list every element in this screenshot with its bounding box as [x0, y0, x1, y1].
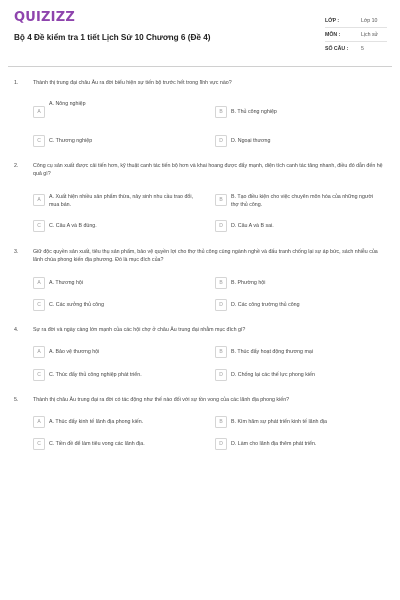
question-text: Thành thị trung đại châu Âu ra đời biểu hiện sự tiến bộ trước hết trong lĩnh vực nào? — [33, 80, 232, 86]
option-letter-box: A — [33, 194, 45, 206]
option-c[interactable] — [33, 135, 195, 148]
option-text: B. Tạo điều kiện cho việc chuyên môn hóa của những người thợ thủ công. — [231, 194, 374, 208]
option-text: D. Ngoại thương — [231, 137, 271, 144]
option-d[interactable] — [215, 135, 377, 148]
meta-key-count: SỐ CÂU : — [325, 45, 349, 52]
option-letter-box: A — [33, 106, 45, 118]
option-letter-box: A — [33, 416, 45, 428]
option-letter-box: A — [33, 346, 45, 358]
option-d[interactable] — [215, 299, 377, 312]
option-letter-box: C — [33, 220, 45, 232]
meta-row-count — [325, 42, 387, 55]
option-b[interactable] — [215, 194, 377, 207]
option-d[interactable] — [215, 220, 377, 233]
option-text: B. Phường hội — [231, 279, 266, 286]
question-number: 2. — [14, 163, 19, 169]
option-letter-box: C — [33, 438, 45, 450]
option-a[interactable] — [33, 277, 195, 290]
option-text: A. Xuất hiện nhiều sản phẩm thừa, nảy sinh nhu cầu trao đổi, mua bán. — [49, 194, 194, 208]
meta-value-grade: Lớp 10 — [361, 17, 378, 24]
question-text: Thành thị châu Âu trung đại ra đời có tác động như thế nào đối với sự tồn vong của các lãnh địa phong kiến? — [33, 397, 290, 403]
option-d[interactable] — [215, 369, 377, 382]
option-text: C. Tiền đề để làm tiêu vong các lãnh địa. — [49, 440, 145, 447]
meta-value-subject: Lịch sử — [361, 31, 379, 38]
option-letter-box: D — [215, 438, 227, 450]
option-b[interactable] — [215, 106, 377, 119]
question-text: Sự ra đời và ngày càng lớn mạnh của các hội chợ ở châu Âu trung đại nhằm mục đích gì? — [33, 327, 246, 333]
option-text: D. Câu A và B sai. — [231, 222, 274, 229]
meta-table — [325, 14, 387, 55]
option-text: A. Bảo vệ thương hội — [49, 348, 100, 355]
option-text: C. Các xưởng thủ công — [49, 301, 105, 308]
option-text: C. Thúc đẩy thủ công nghiệp phát triển. — [49, 371, 142, 378]
option-text: C. Thương nghiệp — [49, 137, 93, 144]
option-text: D. Làm cho lãnh địa thêm phát triển. — [231, 440, 317, 447]
question-number: 5. — [14, 397, 19, 403]
option-text: D. Các công trường thủ công — [231, 301, 300, 308]
option-text: C. Câu A và B đúng. — [49, 222, 97, 229]
option-a[interactable] — [33, 346, 195, 359]
question-number: 3. — [14, 249, 19, 255]
option-letter-box: D — [215, 220, 227, 232]
option-text: B. Thủ công nghiệp — [231, 108, 277, 115]
option-letter-box: B — [215, 346, 227, 358]
option-letter-box: C — [33, 299, 45, 311]
question-text: Công cụ sản xuất được cải tiến hơn, kỹ thuật canh tác tiến bộ hơn và khai hoang được đẩy mạnh, diện tích canh tác tăng nhanh, điều đó dẫn đến hệ quả gì? — [33, 163, 383, 177]
option-letter-box: B — [215, 106, 227, 118]
option-letter-box: C — [33, 135, 45, 147]
option-b[interactable] — [215, 277, 377, 290]
option-text: A. Thương hội — [49, 279, 84, 286]
meta-key-subject: MÔN : — [325, 31, 341, 38]
option-c[interactable] — [33, 299, 195, 312]
option-b[interactable] — [215, 416, 377, 429]
option-b[interactable] — [215, 346, 377, 359]
question-number: 1. — [14, 80, 19, 86]
page-title: Bộ 4 Đề kiểm tra 1 tiết Lịch Sử 10 Chương 6 (Đề 4) — [14, 33, 211, 42]
option-letter-box: D — [215, 135, 227, 147]
question-text: Giữ độc quyền sản xuất, tiêu thụ sản phẩm, bảo vệ quyền lợi cho thợ thủ công cùng ngành nghề và đấu tranh chống lại sự áp bức, sách nhiễu của lãnh chúa phong kiến địa phương. Đó là mục đích của? — [33, 249, 378, 263]
meta-value-count: 5 — [361, 45, 364, 52]
option-text: D. Chống lại các thế lực phong kiến — [231, 371, 315, 378]
option-d[interactable] — [215, 438, 377, 451]
option-letter-box: B — [215, 416, 227, 428]
option-letter-box: B — [215, 277, 227, 289]
question-number: 4. — [14, 327, 19, 333]
meta-row-subject — [325, 28, 387, 42]
option-c[interactable] — [33, 220, 195, 233]
option-text: B. Thúc đẩy hoạt động thương mại — [231, 348, 314, 355]
option-text: A. Thúc đẩy kinh tế lãnh địa phong kiến. — [49, 418, 144, 425]
option-letter-box: D — [215, 369, 227, 381]
option-a[interactable] — [33, 101, 195, 119]
meta-row-grade — [325, 14, 387, 28]
quizizz-logo: QUIZIZZ — [14, 10, 75, 25]
option-c[interactable] — [33, 369, 195, 382]
option-c[interactable] — [33, 438, 195, 451]
option-letter-box: C — [33, 369, 45, 381]
option-letter-box: D — [215, 299, 227, 311]
option-text: A. Nông nghiệp — [49, 101, 86, 107]
header-divider — [8, 66, 392, 67]
option-text: B. Kìm hãm sự phát triển kinh tế lãnh địa — [231, 418, 327, 425]
option-letter-box: B — [215, 194, 227, 206]
option-a[interactable] — [33, 194, 195, 207]
meta-key-grade: LỚP : — [325, 17, 340, 24]
option-letter-box: A — [33, 277, 45, 289]
option-a[interactable] — [33, 416, 195, 429]
